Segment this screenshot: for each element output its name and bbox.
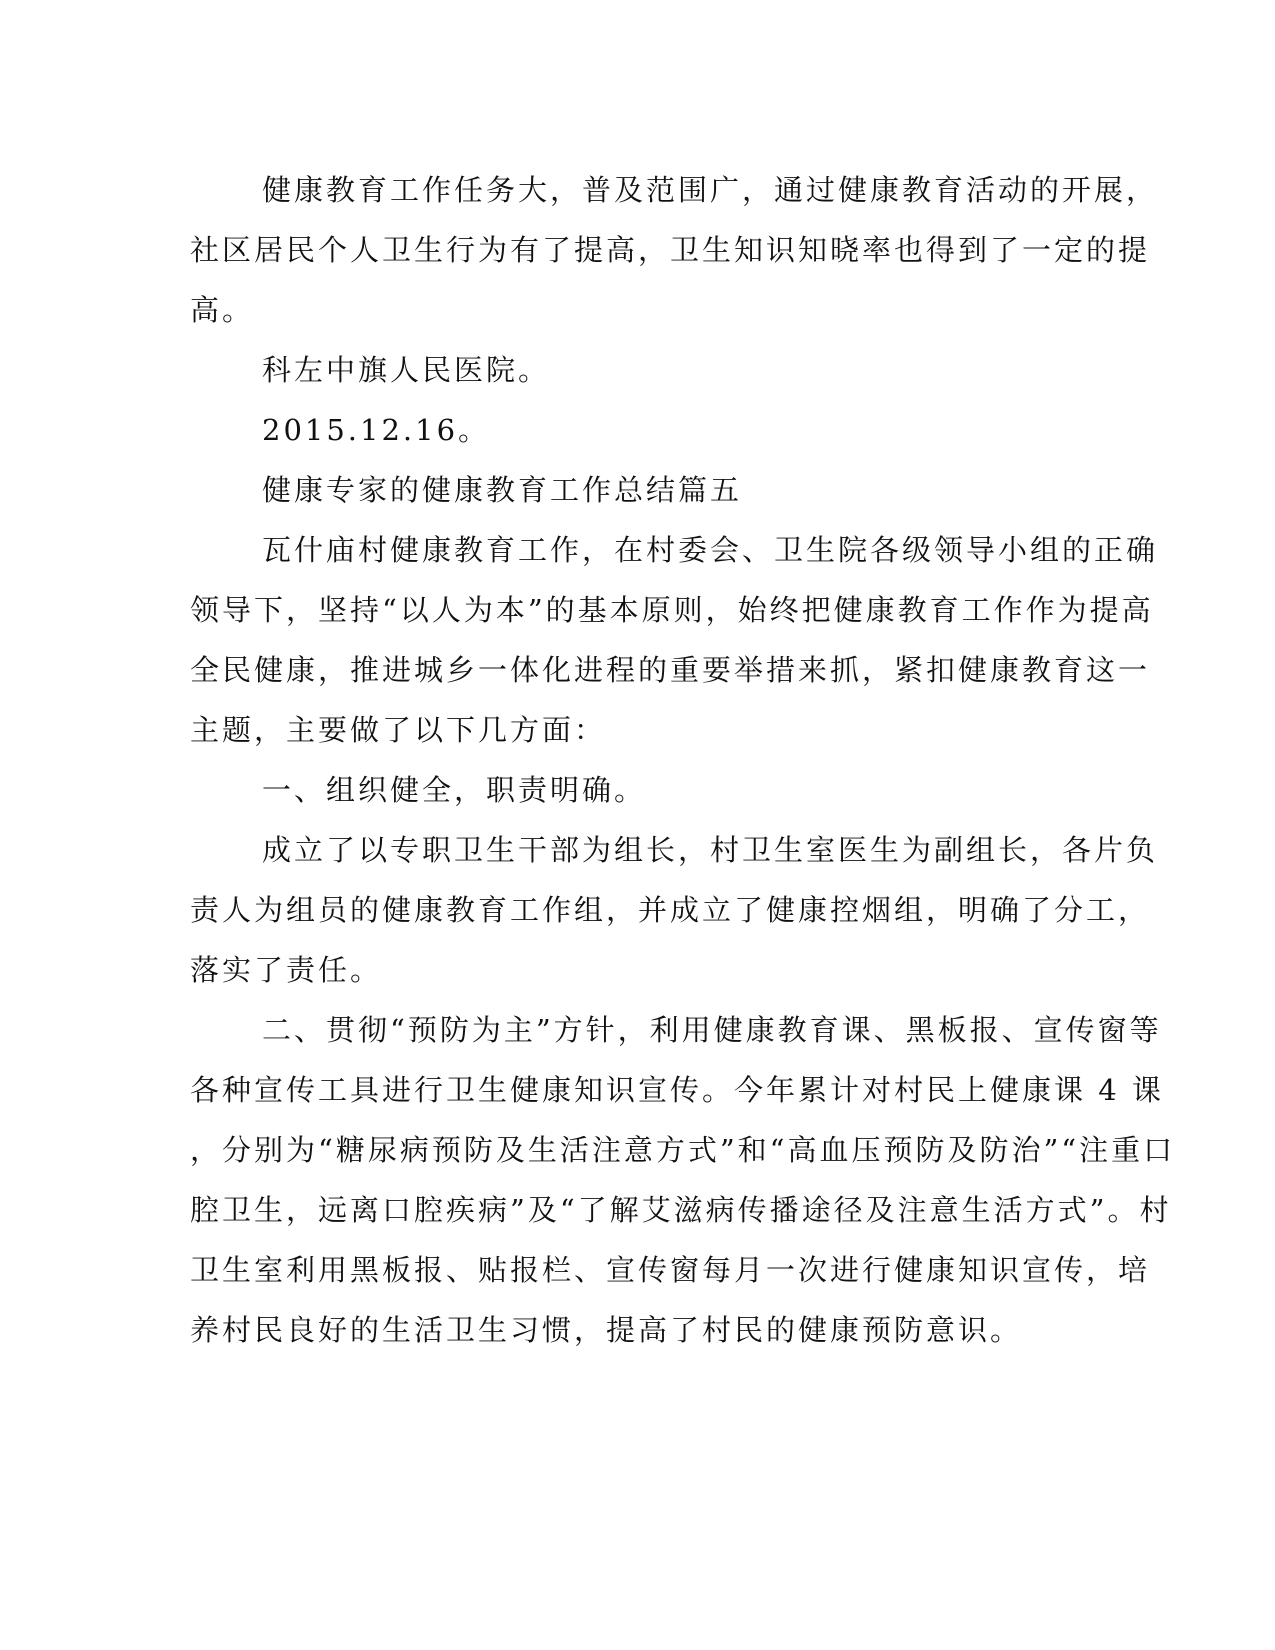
text-line: 健康专家的健康教育工作总结篇五: [262, 473, 743, 507]
text-line: 全民健康，推进城乡一体化进程的重要举措来抓，紧扣健康教育这一: [190, 653, 1151, 687]
text-line: 主题，主要做了以下几方面：: [190, 713, 607, 747]
text-line: 各种宣传工具进行卫生健康知识宣传。今年累计对村民上健康课 4 课: [190, 1073, 1164, 1107]
text-line: 养村民良好的生活卫生习惯，提高了村民的健康预防意识。: [190, 1313, 1023, 1347]
text-line: 卫生室利用黑板报、贴报栏、宣传窗每月一次进行健康知识宣传，培: [190, 1253, 1151, 1287]
text-line: 2015.12.16。: [262, 413, 491, 447]
paragraph-village-intro: [190, 520, 1159, 760]
text-line: 一、组织健全，职责明确。: [262, 773, 647, 807]
section-heading: [190, 460, 1080, 520]
text-line: 瓦什庙村健康教育工作，在村委会、卫生院各级领导小组的正确: [262, 533, 1159, 567]
document-body: [190, 160, 1176, 1360]
text-line: 腔卫生，远离口腔疾病”及“了解艾滋病传播途径及注意生活方式”。村: [190, 1193, 1172, 1227]
text-line: 责人为组员的健康教育工作组，并成立了健康控烟组，明确了分工，: [190, 893, 1151, 927]
text-line: 领导下，坚持“以人为本”的基本原则，始终把健康教育工作作为提高: [190, 593, 1154, 627]
text-line: 健康教育工作任务大，普及范围广，通过健康教育活动的开展，: [262, 173, 1159, 207]
text-line: ，分别为“糖尿病预防及生活注意方式”和“高血压预防及防治”“注重口: [190, 1133, 1176, 1167]
text-line: 社区居民个人卫生行为有了提高，卫生知识知晓率也得到了一定的提: [190, 233, 1151, 267]
paragraph-point-two: [190, 1000, 1176, 1360]
text-line: 成立了以专职卫生干部为组长，村卫生室医生为副组长，各片负: [262, 833, 1159, 867]
text-line: 科左中旗人民医院。: [262, 353, 551, 387]
paragraph-point-one: [190, 760, 1080, 820]
paragraph-hospital-name: [190, 340, 1080, 400]
text-line: 落实了责任。: [190, 953, 383, 987]
paragraph-date: [190, 400, 1080, 460]
paragraph-team-setup: [190, 820, 1159, 1000]
text-line: 二、贯彻“预防为主”方针，利用健康教育课、黑板报、宣传窗等: [262, 1013, 1162, 1047]
paragraph-health-education-summary: [190, 160, 1159, 340]
text-line: 高。: [190, 293, 255, 327]
